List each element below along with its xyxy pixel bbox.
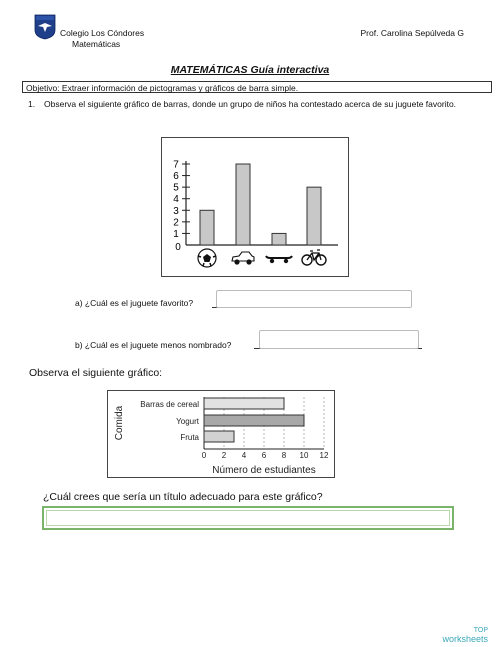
x-tick-label: 12 — [319, 451, 329, 460]
food-chart-svg — [108, 391, 334, 477]
question-b-label: b) ¿Cuál es el juguete menos nombrado? — [75, 340, 232, 350]
observe-chart-prompt: Observa el siguiente gráfico: — [29, 367, 163, 379]
watermark-bottom: worksheets — [442, 634, 488, 644]
y-tick-label: 2 — [173, 217, 179, 229]
school-line2: Matemáticas — [72, 39, 121, 49]
skateboard-icon — [266, 256, 292, 263]
y-tick-label: 3 — [173, 205, 179, 217]
y-tick-label: 5 — [173, 182, 179, 194]
bar-bicicleta — [307, 187, 321, 245]
bar-barras-de-cereal — [204, 398, 284, 409]
question-title: ¿Cuál crees que sería un título adecuado para este gráfico? — [43, 491, 323, 503]
y-axis-label: Comida — [114, 405, 125, 441]
school-logo — [34, 14, 56, 40]
page-title: MATEMÁTICAS Guía interactiva — [170, 64, 330, 76]
x-tick-label: 8 — [281, 451, 287, 460]
question-a-label: a) ¿Cuál es el juguete favorito? — [75, 298, 194, 308]
bar-yogurt — [204, 415, 304, 426]
question-1-number: 1. — [28, 99, 36, 109]
answer-a-input[interactable] — [216, 290, 412, 308]
question-1-text: Observa el siguiente gráfico de barras, donde un grupo de niños ha contestado acerca de su juguete favorito. — [44, 99, 457, 109]
teacher-name: Prof. Carolina Sepúlveda G — [360, 28, 464, 38]
y-tick-label: 7 — [173, 159, 179, 171]
x-tick-label: 10 — [299, 451, 309, 460]
y-tick-label: 6 — [173, 171, 179, 183]
category-label: Fruta — [180, 433, 199, 442]
x-tick-label: 6 — [261, 451, 267, 460]
bicycle-icon — [302, 250, 326, 265]
toy-chart-svg — [162, 138, 348, 276]
y-tick-label: 4 — [173, 194, 179, 206]
x-tick-label: 4 — [241, 451, 247, 460]
y-tick-label: 0 — [175, 242, 181, 253]
school-line1: Colegio Los Cóndores — [60, 28, 145, 38]
x-tick-label: 2 — [221, 451, 227, 460]
bar-patineta — [272, 233, 286, 245]
answer-b-input[interactable] — [259, 330, 419, 349]
bar-pelota — [200, 210, 214, 245]
question-1 — [22, 97, 462, 111]
category-label: Barras de cereal — [140, 400, 199, 409]
category-label: Yogurt — [176, 417, 199, 426]
x-axis-label: Número de estudiantes — [212, 465, 316, 476]
chart-title-input[interactable] — [42, 506, 454, 530]
watermark-top: TOP — [473, 627, 488, 634]
food-bar-chart — [107, 390, 335, 478]
bar-fruta — [204, 431, 234, 442]
objective-box: Objetivo: Extraer información de pictogramas y gráficos de barra simple. — [22, 81, 492, 93]
topworksheets-watermark — [442, 627, 488, 643]
school-name — [60, 28, 144, 50]
bar-auto — [236, 164, 250, 245]
toy-bar-chart — [161, 137, 349, 277]
y-tick-label: 1 — [173, 228, 179, 240]
soccer-ball-icon — [198, 249, 216, 267]
x-tick-label: 0 — [201, 451, 207, 460]
car-icon — [232, 252, 254, 265]
